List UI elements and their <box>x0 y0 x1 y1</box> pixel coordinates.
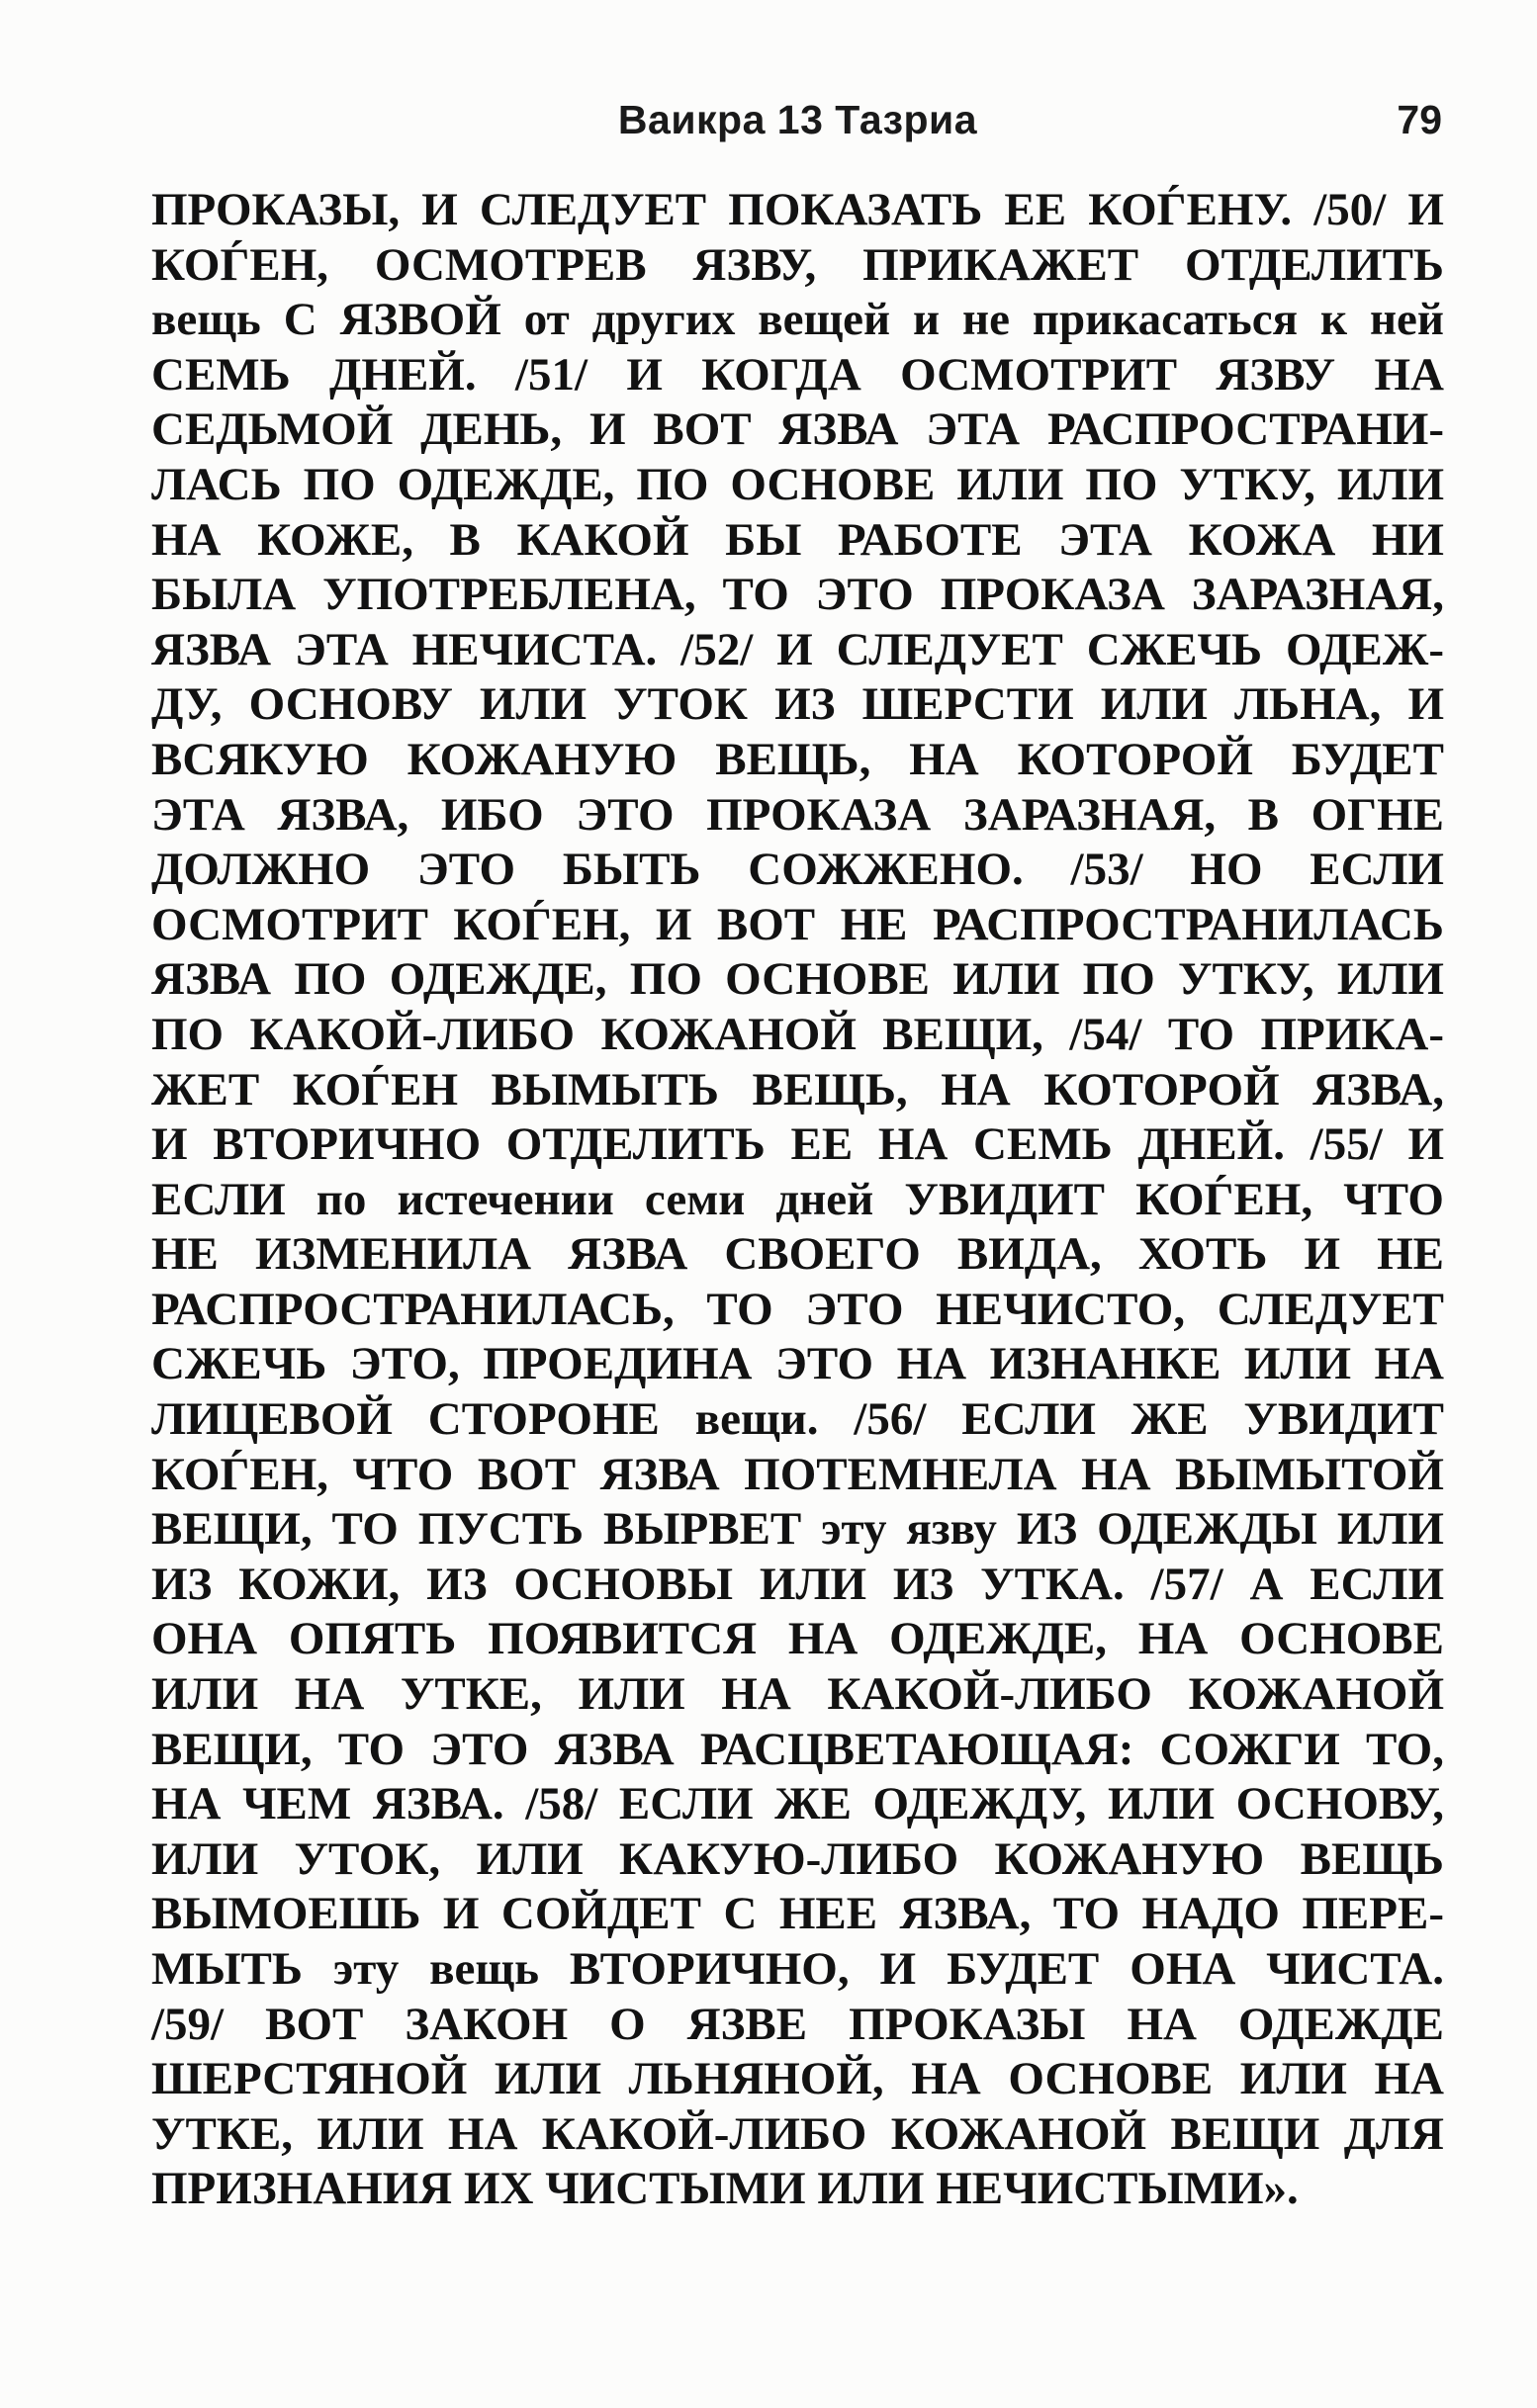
text-line: ОСМОТРИТ КОЃЕН, И ВОТ НЕ РАСПРОСТРАНИЛАСЬ <box>151 898 1444 950</box>
text-line: ПРОКАЗЫ, И СЛЕДУЕТ ПОКАЗАТЬ ЕЕ КОЃЕНУ. /50/ И <box>151 184 1444 235</box>
text-line: ПО КАКОЙ-ЛИБО КОЖАНОЙ ВЕЩИ, /54/ ТО ПРИКА- <box>151 1008 1444 1060</box>
text-line: ЯЗВА ЭТА НЕЧИСТА. /52/ И СЛЕДУЕТ СЖЕЧЬ ОДЕЖ- <box>151 623 1444 675</box>
text-line: ЛАСЬ ПО ОДЕЖДЕ, ПО ОСНОВЕ ИЛИ ПО УТКУ, ИЛИ <box>151 458 1444 510</box>
text-line: КОЃЕН, ОСМОТРЕВ ЯЗВУ, ПРИКАЖЕТ ОТДЕЛИТЬ <box>151 238 1444 291</box>
text-line: НЕ ИЗМЕНИЛА ЯЗВА СВОЕГО ВИДА, ХОТЬ И НЕ <box>151 1228 1444 1281</box>
text-line: ЛИЦЕВОЙ СТОРОНЕ вещи. /56/ ЕСЛИ ЖЕ УВИДИТ <box>151 1393 1444 1446</box>
text-line: ИЛИ НА УТКЕ, ИЛИ НА КАКОЙ-ЛИБО КОЖАНОЙ <box>151 1668 1444 1721</box>
text-line: НА КОЖЕ, В КАКОЙ БЫ РАБОТЕ ЭТА КОЖА НИ <box>151 513 1444 566</box>
verse-text-block <box>151 183 1444 2217</box>
page-number: 79 <box>1397 97 1442 142</box>
text-line: ДУ, ОСНОВУ ИЛИ УТОК ИЗ ШЕРСТИ ИЛИ ЛЬНА, И <box>151 678 1444 731</box>
running-header <box>151 96 1444 143</box>
text-line: СЕДЬМОЙ ДЕНЬ, И ВОТ ЯЗВА ЭТА РАСПРОСТРАНИ- <box>151 403 1444 456</box>
text-line: НА ЧЕМ ЯЗВА. /58/ ЕСЛИ ЖЕ ОДЕЖДУ, ИЛИ ОСНОВУ, <box>151 1778 1444 1830</box>
text-line: И ВТОРИЧНО ОТДЕЛИТЬ ЕЕ НА СЕМЬ ДНЕЙ. /55/ И <box>151 1118 1444 1171</box>
text-line: ЭТА ЯЗВА, ИБО ЭТО ПРОКАЗА ЗАРАЗНАЯ, В ОГНЕ <box>151 788 1444 841</box>
text-line: СЖЕЧЬ ЭТО, ПРОЕДИНА ЭТО НА ИЗНАНКЕ ИЛИ НА <box>151 1338 1444 1390</box>
text-line: ЯЗВА ПО ОДЕЖДЕ, ПО ОСНОВЕ ИЛИ ПО УТКУ, ИЛИ <box>151 953 1444 1006</box>
text-line: КОЃЕН, ЧТО ВОТ ЯЗВА ПОТЕМНЕЛА НА ВЫМЫТОЙ <box>151 1448 1444 1500</box>
text-line: ШЕРСТЯНОЙ ИЛИ ЛЬНЯНОЙ, НА ОСНОВЕ ИЛИ НА <box>151 2053 1444 2105</box>
chapter-title: Ваикра 13 Тазриа <box>617 97 978 142</box>
text-line: ВЕЩИ, ТО ЭТО ЯЗВА РАСЦВЕТАЮЩАЯ: СОЖГИ ТО, <box>151 1723 1444 1775</box>
text-line: вещь С ЯЗВОЙ от других вещей и не прикасаться к ней <box>151 294 1444 346</box>
text-line: ВЫМОЕШЬ И СОЙДЕТ С НЕЕ ЯЗВА, ТО НАДО ПЕРЕ- <box>151 1888 1444 1940</box>
text-line: ЖЕТ КОЃЕН ВЫМЫТЬ ВЕЩЬ, НА КОТОРОЙ ЯЗВА, <box>151 1063 1444 1115</box>
text-line: ОНА ОПЯТЬ ПОЯВИТСЯ НА ОДЕЖДЕ, НА ОСНОВЕ <box>151 1613 1444 1665</box>
text-line: ВСЯКУЮ КОЖАНУЮ ВЕЩЬ, НА КОТОРОЙ БУДЕТ <box>151 733 1444 785</box>
text-line: /59/ ВОТ ЗАКОН О ЯЗВЕ ПРОКАЗЫ НА ОДЕЖДЕ <box>151 1998 1444 2050</box>
text-line: БЫЛА УПОТРЕБЛЕНА, ТО ЭТО ПРОКАЗА ЗАРАЗНАЯ, <box>151 569 1444 621</box>
text-line: МЫТЬ эту вещь ВТОРИЧНО, И БУДЕТ ОНА ЧИСТА. <box>151 1943 1444 1995</box>
text-line: ВЕЩИ, ТО ПУСТЬ ВЫРВЕТ эту язву ИЗ ОДЕЖДЫ ИЛИ <box>151 1503 1444 1556</box>
text-line: ЕСЛИ по истечении семи дней УВИДИТ КОЃЕН, ЧТО <box>151 1173 1444 1225</box>
text-line: ИЛИ УТОК, ИЛИ КАКУЮ-ЛИБО КОЖАНУЮ ВЕЩЬ <box>151 1832 1444 1885</box>
text-line: РАСПРОСТРАНИЛАСЬ, ТО ЭТО НЕЧИСТО, СЛЕДУЕТ <box>151 1283 1444 1335</box>
text-line: ДОЛЖНО ЭТО БЫТЬ СОЖЖЕНО. /53/ НО ЕСЛИ <box>151 844 1444 896</box>
text-line: ПРИЗНАНИЯ ИХ ЧИСТЫМИ ИЛИ НЕЧИСТЫМИ». <box>151 2163 1299 2215</box>
text-line: ИЗ КОЖИ, ИЗ ОСНОВЫ ИЛИ ИЗ УТКА. /57/ А ЕСЛИ <box>151 1558 1444 1610</box>
text-line: УТКЕ, ИЛИ НА КАКОЙ-ЛИБО КОЖАНОЙ ВЕЩИ ДЛЯ <box>151 2107 1444 2160</box>
text-line: СЕМЬ ДНЕЙ. /51/ И КОГДА ОСМОТРИТ ЯЗВУ НА <box>151 348 1444 401</box>
